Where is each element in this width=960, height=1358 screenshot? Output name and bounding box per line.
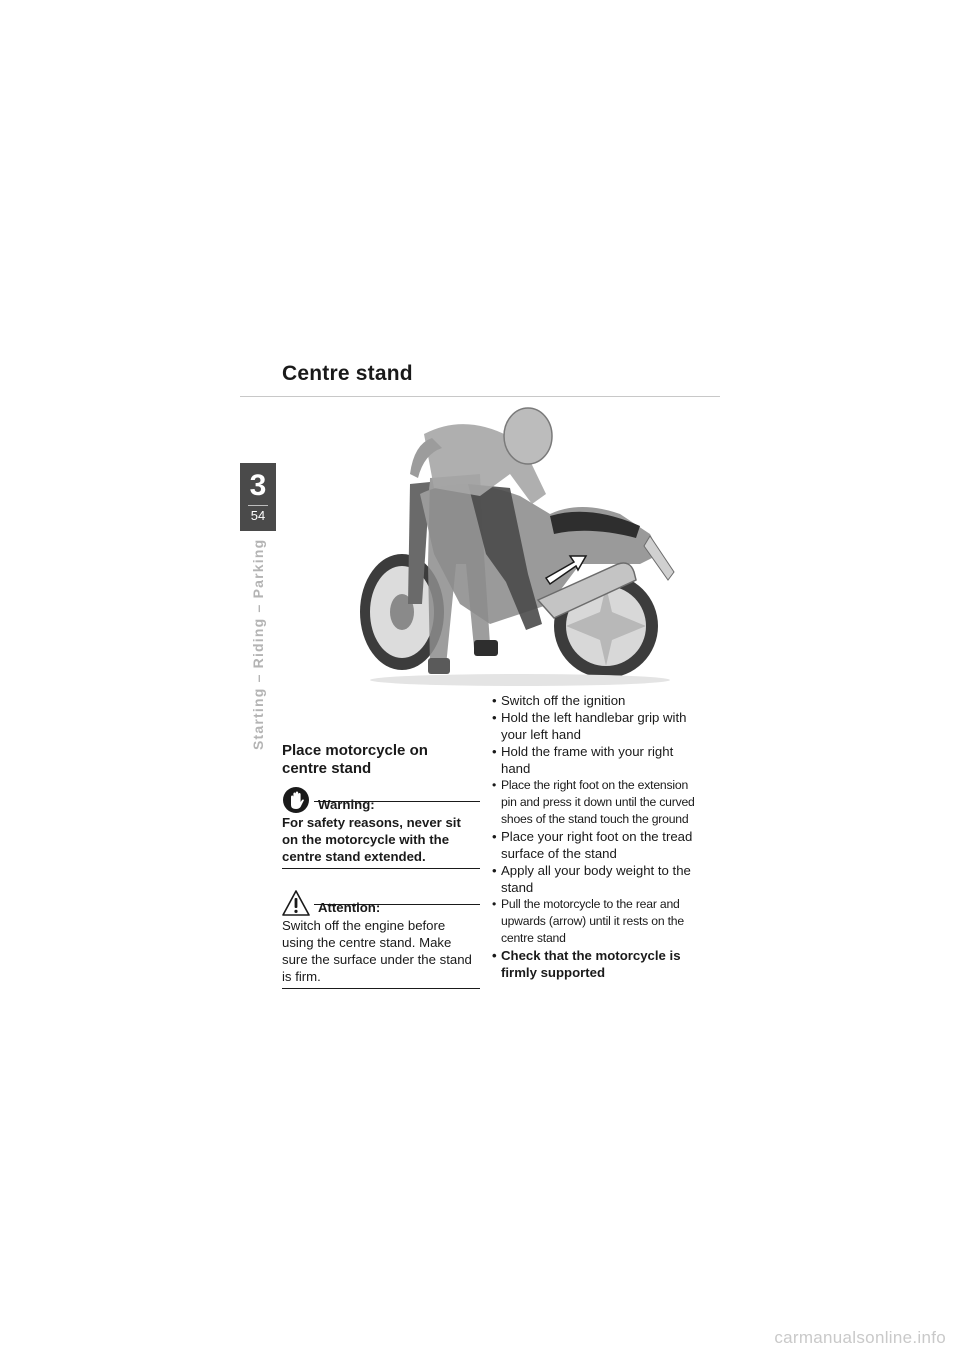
attention-title: Attention:: [318, 900, 381, 915]
warning-text: For safety reasons, never sit on the motorcycle with the centre stand extended.: [282, 815, 461, 864]
page-title: Centre stand: [282, 362, 413, 385]
page-number: 54: [250, 508, 266, 523]
warning-rule-bottom: [282, 868, 480, 869]
step-item: • Hold the frame with your right hand: [492, 743, 702, 777]
rider-right-boot: [474, 640, 498, 656]
attention-rule-bottom: [282, 988, 480, 989]
step-item: • Hold the left handlebar grip with your left hand: [492, 709, 702, 743]
attention-text: Switch off the engine before using the centre stand. Make sure the surface under the stand is firm.: [282, 918, 472, 984]
watermark: carmanualsonline.info: [774, 1328, 946, 1347]
exclamation-icon: [282, 889, 310, 917]
chapter-tab: [240, 463, 276, 531]
ground-shadow: [370, 674, 670, 686]
steps-list: [492, 692, 702, 981]
step-item: • Switch off the ignition: [492, 692, 702, 709]
chapter-divider: [248, 505, 268, 506]
warning-title: Warning:: [318, 797, 375, 812]
step-item: • Apply all your body weight to the stand: [492, 862, 702, 896]
chapter-side-label: Starting – Riding – Parking: [250, 538, 266, 750]
chapter-number: 3: [249, 469, 267, 502]
stop-hand-icon: [282, 786, 310, 814]
warning-notice: [282, 797, 480, 869]
helmet: [504, 408, 552, 464]
motorcycle-centre-stand-illustration: [350, 404, 690, 690]
step-item: • Place the right foot on the extension pin and press it down until the curved shoes of the stand touch the ground: [492, 777, 702, 828]
section-heading: Place motorcycle on centre stand: [282, 742, 428, 777]
rider-left-boot: [428, 658, 450, 674]
step-item: • Check that the motorcycle is firmly supported: [492, 947, 702, 981]
step-item: • Place your right foot on the tread surface of the stand: [492, 828, 702, 862]
attention-notice: [282, 900, 480, 989]
title-divider: [240, 396, 720, 397]
step-item: • Pull the motorcycle to the rear and upwards (arrow) until it rests on the centre stand: [492, 896, 702, 947]
